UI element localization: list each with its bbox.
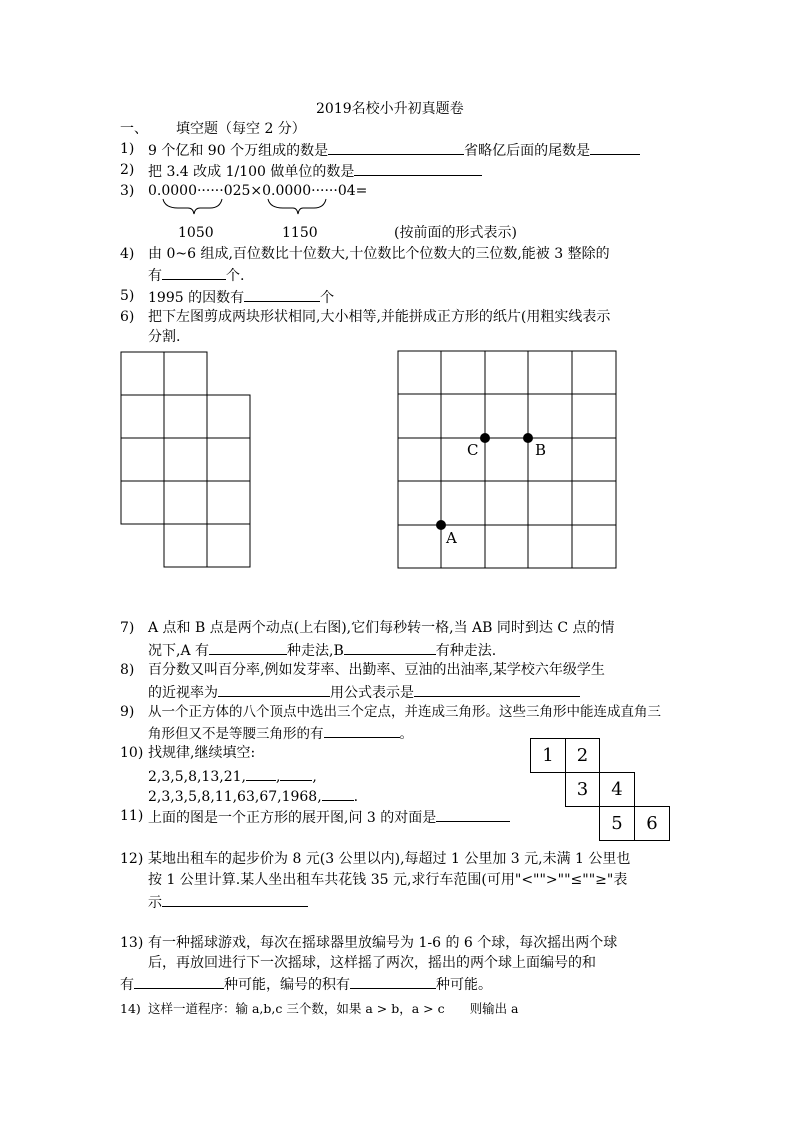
q9-number: 9) xyxy=(120,704,135,720)
q2-text: 把 3.4 改成 1/100 做单位的数是 xyxy=(148,164,355,180)
q8-number: 8) xyxy=(120,662,135,678)
answer-blank[interactable] xyxy=(322,786,354,801)
q1-text-a: 9 个亿和 90 个万组成的数是 xyxy=(148,143,329,159)
cube-face-3: 3 xyxy=(565,772,600,807)
cube-face-2: 2 xyxy=(565,738,600,773)
answer-blank[interactable] xyxy=(134,974,224,989)
q3-number: 3) xyxy=(120,183,135,199)
q14-text: 这样一道程序：输 a,b,c 三个数，如果 a > b，a > c 则输出 a xyxy=(148,1001,519,1016)
q4-text-a: 由 0~6 组成,百位数比十位数大,十位数比个位数大的三位数,能被 3 整除的 xyxy=(148,246,610,262)
point-c-label: C xyxy=(467,441,479,459)
q10-text: 找规律,继续填空: xyxy=(148,745,256,761)
point-a-label: A xyxy=(446,529,457,547)
q13-text-a: 有一种摇球游戏，每次在摇球器里放编号为 1-6 的 6 个球，每次摇出两个球 xyxy=(148,935,618,951)
q12-text-a: 某地出租车的起步价为 8 元(3 公里以内),每超过 1 公里加 3 元,未满 1 公里也 xyxy=(148,851,631,867)
answer-blank[interactable] xyxy=(280,766,312,781)
q1-number: 1) xyxy=(120,141,135,157)
question-11 xyxy=(148,807,510,827)
q2-number: 2) xyxy=(120,162,135,178)
question-13-line3 xyxy=(120,974,492,994)
answer-blank[interactable] xyxy=(218,682,330,697)
section-number: 一、 xyxy=(120,121,148,137)
q4-text-c: 个. xyxy=(226,268,245,284)
answer-blank[interactable] xyxy=(436,807,510,822)
answer-blank[interactable] xyxy=(414,682,580,697)
q8-text-b2: 用公式表示是 xyxy=(330,685,414,701)
q9-text-b2: 。 xyxy=(399,726,413,742)
question-9-line2 xyxy=(148,723,413,743)
q10-sequence-2: 2,3,3,5,8,11,63,67,1968, . xyxy=(148,786,358,806)
q6-number: 6) xyxy=(120,309,135,325)
answer-blank[interactable] xyxy=(209,640,287,655)
q14-number: 14) xyxy=(120,1001,141,1016)
q3-note: (按前面的形式表示) xyxy=(394,225,517,241)
answer-blank[interactable] xyxy=(324,723,400,738)
q10-sequence-1: 2,3,5,8,13,21, , , xyxy=(148,766,317,786)
point-b-label: B xyxy=(535,441,547,459)
question-7-line2 xyxy=(148,640,496,660)
q13-text-c3: 种可能。 xyxy=(436,977,492,993)
page-title: 2019名校小升初真题卷 xyxy=(316,101,464,117)
q11-number: 11) xyxy=(120,808,144,824)
q5-text-a: 1995 的因数有 xyxy=(148,290,245,306)
answer-blank[interactable] xyxy=(350,974,436,989)
q10-seq1-text: 2,3,5,8,13,21, xyxy=(148,769,246,785)
q5-text-b: 个 xyxy=(320,290,335,306)
q13-text-c1: 有 xyxy=(120,977,134,993)
q7-text-b2: 种走法,B xyxy=(287,643,344,659)
q13-number: 13) xyxy=(120,935,144,951)
answer-blank[interactable] xyxy=(344,640,436,655)
q12-text-c: 示 xyxy=(148,895,162,911)
q7-number: 7) xyxy=(120,620,135,636)
answer-blank[interactable] xyxy=(162,892,308,907)
q11-text: 上面的图是一个正方形的展开图,问 3 的对面是 xyxy=(148,810,437,826)
q10-number: 10) xyxy=(120,745,144,761)
point-c-dot xyxy=(480,433,490,443)
q5-number: 5) xyxy=(120,288,135,304)
question-12-line3 xyxy=(148,892,308,912)
q10-seq2-text: 2,3,3,5,8,11,63,67,1968, xyxy=(148,789,322,805)
q7-text-a: A 点和 B 点是两个动点(上右图),它们每秒转一格,当 AB 同时到达 C 点的情 xyxy=(148,620,615,636)
q7-text-b1: 况下,A 有 xyxy=(148,643,210,659)
section-heading: 填空题（每空 2 分） xyxy=(176,121,306,137)
question-8-line2 xyxy=(148,682,580,702)
answer-blank[interactable] xyxy=(246,766,276,781)
q3-expression: 0.0000······025×0.0000······04= xyxy=(148,183,368,199)
q6-text-a: 把下左图剪成两块形状相同,大小相等,并能拼成正方形的纸片(用粗实线表示 xyxy=(148,309,611,325)
q3-brace-label-1: 1050 xyxy=(178,225,214,241)
cube-face-6: 6 xyxy=(634,806,670,841)
cube-face-5: 5 xyxy=(599,806,635,841)
q4-number: 4) xyxy=(120,246,135,262)
q1-text-b: 省略亿后面的尾数是 xyxy=(464,143,591,159)
cube-face-4: 4 xyxy=(599,772,635,807)
q8-text-a: 百分数又叫百分率,例如发芽率、出勤率、豆油的出油率,某学校六年级学生 xyxy=(148,662,605,678)
point-b-dot xyxy=(523,433,533,443)
q9-text-b1: 角形但又不是等腰三角形的有 xyxy=(148,726,324,742)
q12-number: 12) xyxy=(120,851,144,867)
q13-text-c2: 种可能，编号的积有 xyxy=(224,977,350,993)
q8-text-b1: 的近视率为 xyxy=(148,685,218,701)
point-a-dot xyxy=(436,520,446,530)
q7-text-b3: 有种走法. xyxy=(435,643,497,659)
cube-face-1: 1 xyxy=(530,738,566,773)
q3-brace-label-2: 1150 xyxy=(282,225,318,241)
q4-text-b: 有 xyxy=(148,268,162,284)
q6-text-b: 分割. xyxy=(148,329,181,345)
q9-text-a: 从一个正方体的八个顶点中选出三个定点，并连成三角形。这些三角形中能连成直角三 xyxy=(148,704,661,720)
q13-text-b: 后，再放回进行下一次摇球，这样摇了两次，摇出的两个球上面编号的和 xyxy=(148,955,596,971)
q12-text-b: 按 1 公里计算.某人坐出租车共花钱 35 元,求行车范围(可用"<"">""≤""≥"表 xyxy=(148,872,628,888)
